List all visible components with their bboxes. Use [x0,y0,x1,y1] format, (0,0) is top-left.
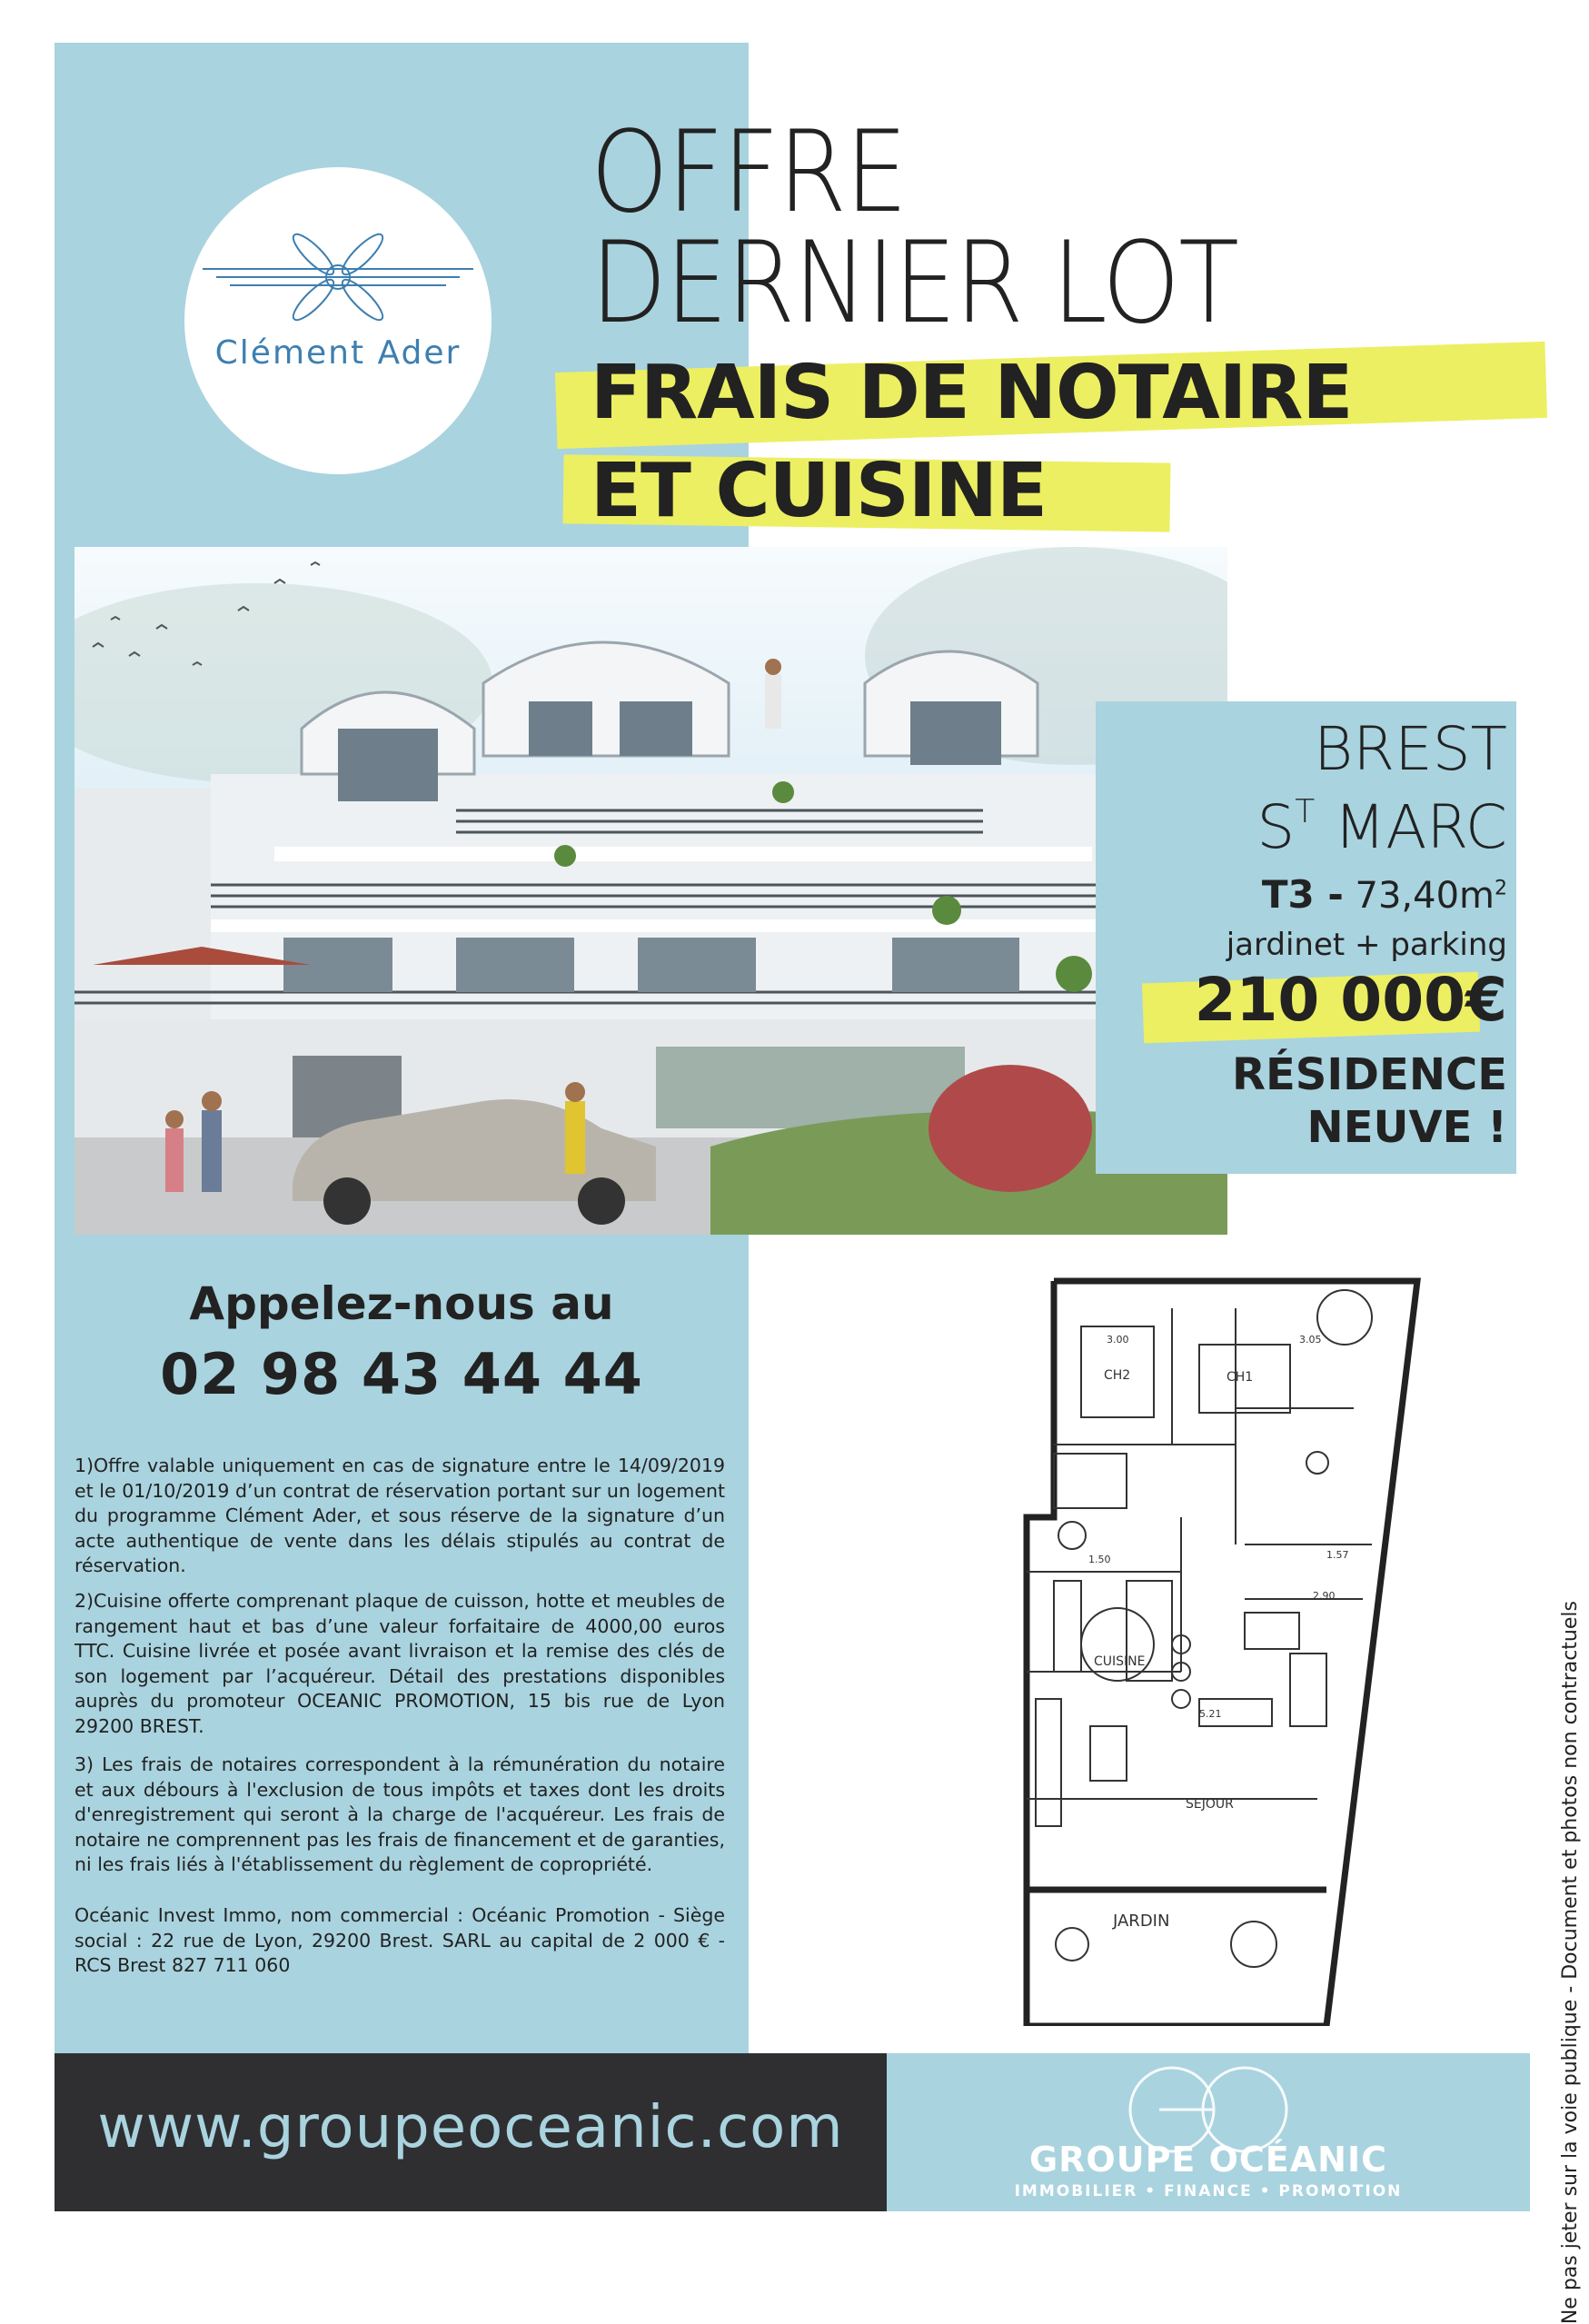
call-label: Appelez-nous au [189,1277,614,1330]
property-price: 210 000€ [1194,965,1507,1035]
district-prefix: S [1256,792,1296,862]
property-city: BREST [1314,714,1507,784]
headline-et-cuisine: ET CUISINE [591,448,1047,534]
legal-note-2: 2)Cuisine offerte comprenant plaque de cuisson, hotte et meubles de rangement haut et bas d’une valeur forfaitaire de 4000,00 euros TTC. Cuisine livrée et posée avant livraison et la remise des clés de son logement par l’acquéreur. Détail des prestations disponibles auprès du promoteur OCEANIC PROMOTION, 15 bis rue de Lyon 29200 BREST. [74,1590,725,1737]
headline-offre: OFFRE [591,107,907,238]
dimension-label: 5.21 [1199,1708,1222,1720]
brand-name: GROUPE OCÉANIC [1028,2140,1388,2180]
district-rest: MARC [1315,792,1507,862]
clement-ader-logo [184,167,492,474]
logo-name: Clément Ader [214,334,462,372]
residence-line1: RÉSIDENCE [1232,1049,1507,1100]
dimension-label: 3.00 [1107,1334,1129,1346]
property-type-area [1262,872,1507,917]
floor-plan [1018,1272,1426,2026]
property-extras: jardinet + parking [1226,927,1507,963]
district-superscript: T [1295,793,1316,830]
headline-frais-de-notaire: FRAIS DE NOTAIRE [591,350,1353,436]
dimension-label: 3.05 [1299,1334,1322,1346]
legal-note-3: 3) Les frais de notaires correspondent à la rémunération du notaire et aux débours à l'exclusion de tous impôts et taxes dont les droits d'enregistrement qui seront à la charge de l'acquéreur. Les frais de notaire ne comprennent pas les frais de financement et de garanties, ni les frais liés à l'établissement du règlement de copropriété. [74,1753,725,1875]
company-info: Océanic Invest Immo, nom commercial : Océanic Promotion - Siège social : 22 rue de Lyon, 29200 Brest. SARL au capital de 2 000 € - RCS Brest 827 711 060 [74,1904,725,1976]
building-rendering-image [74,547,1227,1235]
room-label: CH2 [1104,1368,1131,1383]
room-label: JARDIN [1113,1912,1170,1931]
residence-neuve [1232,1049,1507,1154]
legal-note-1: 1)Offre valable uniquement en cas de signature entre le 14/09/2019 et le 01/10/2019 d’un contrat de réservation portant sur un logement du programme Clément Ader, et sous réserve de la signature d’un acte authentique de vente dans les délais stipulés au contrat de réservation. [74,1455,725,1576]
room-label: CH1 [1227,1370,1254,1385]
area-unit: 2 [1495,877,1507,900]
dimension-label: 1.50 [1088,1554,1111,1565]
side-note: Ne pas jeter sur la voie publique - Document et photos non contractuels [1559,1601,1582,2324]
property-type: T3 - [1261,872,1344,917]
dimension-label: 1.57 [1326,1549,1349,1561]
dimension-label: 2.90 [1313,1590,1336,1602]
phone-number[interactable]: 02 98 43 44 44 [160,1341,643,1407]
room-label: CUISINE [1094,1654,1146,1669]
brand-tagline: IMMOBILIER • FINANCE • PROMOTION [1014,2182,1403,2200]
residence-line2: NEUVE ! [1306,1101,1507,1153]
property-district [1256,792,1507,862]
website-link[interactable]: www.groupeoceanic.com [97,2094,844,2161]
property-area: 73,40m [1343,875,1495,917]
room-label: SEJOUR [1186,1797,1234,1812]
headline-dernier-lot: DERNIER LOT [591,218,1238,349]
propeller-icon [184,167,492,474]
